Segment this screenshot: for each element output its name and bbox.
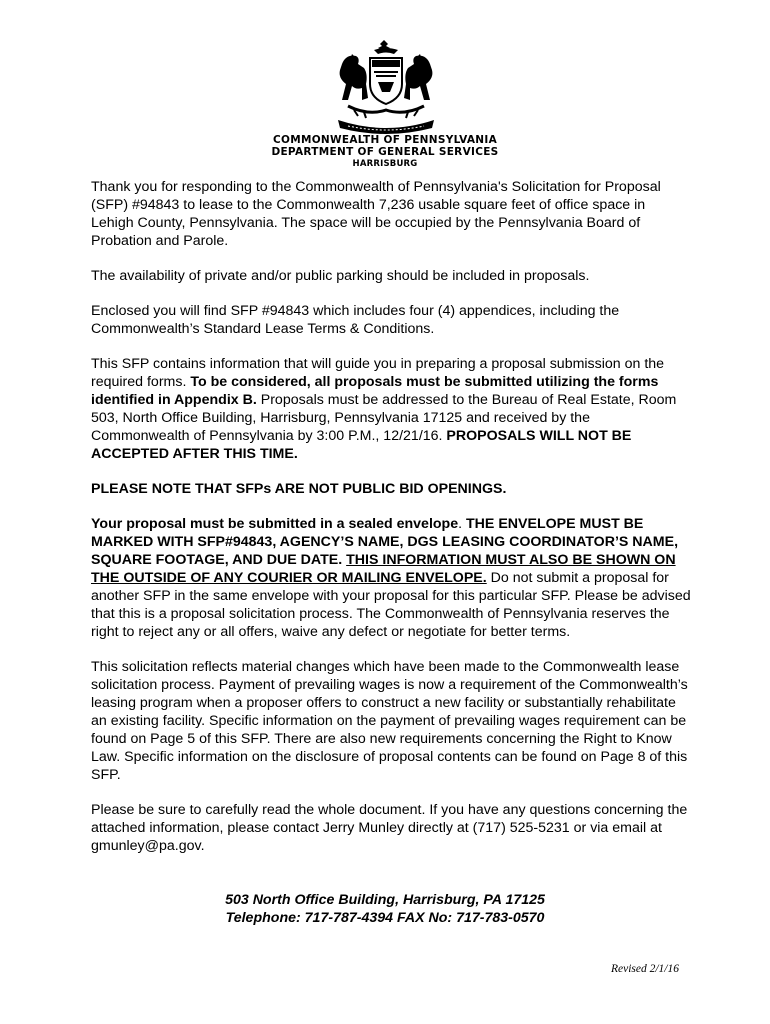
paragraph-enclosed: Enclosed you will find SFP #94843 which includes four (4) appendices, including the Commonwealth’s Standard Lease Terms & Conditions.: [91, 303, 620, 337]
revision-date: Revised 2/1/16: [610, 963, 679, 975]
paragraph-material-changes: This solicitation reflects material changes which have been made to the Commonwealth lease solicitation process. Payment of prevailing wages is now a requirement of the Commonwealth’s leasing program when a proposer offers to construct a new facility or substantially rehabilitate an existing facility. Specific information on the payment of prevailing wages requirement can be found on Page 5 of this SFP. There are also new requirements concerning the Right to Know Law. Specific information on the disclosure of proposal contents can be found on Page 8 of this SFP.: [91, 659, 688, 783]
letterhead-line-department: DEPARTMENT OF GENERAL SERVICES: [271, 146, 499, 158]
paragraph-parking: The availability of private and/or public parking should be included in proposals.: [91, 268, 590, 284]
sealed-envelope-bold: Your proposal must be submitted in a sealed envelope: [91, 516, 459, 532]
envelope-marking-bold: THE ENVELOPE MUST BE MARKED WITH SFP#94843, AGENCY’S NAME, DGS LEASING COORDINATOR’S NAME, SQUARE FOOTAGE, AND DUE DATE.: [91, 516, 679, 568]
sealed-envelope-period: .: [458, 516, 467, 532]
paragraph-envelope: [91, 515, 691, 641]
paragraph-contact: Please be sure to carefully read the whole document. If you have any questions concerning the attached information, please contact Jerry Munley directly at (717) 525-5231 or via email at gmunley@pa.gov.: [91, 802, 688, 854]
paragraph-bid-openings-note: PLEASE NOTE THAT SFPs ARE NOT PUBLIC BID OPENINGS.: [91, 481, 507, 497]
envelope-instructions-text: Do not submit a proposal for another SFP in the same envelope with your proposal for this particular SFP. Please be advised that this is a proposal solicitation process. The Commonwealth of Pennsylvania reserves the right to reject any or all offers, waive any defect or negotiate for better terms.: [91, 570, 691, 640]
courier-envelope-bold-underlined: THIS INFORMATION MUST ALSO BE SHOWN ON THE OUTSIDE OF ANY COURIER OR MAILING ENVELOPE.: [91, 552, 676, 586]
letter-body: [91, 178, 691, 872]
deadline-warning-bold: PROPOSALS WILL NOT BE ACCEPTED AFTER THIS TIME.: [91, 428, 632, 462]
submission-address-text: Proposals must be addressed to the Bureau of Real Estate, Room 503, North Office Building, Harrisburg, Pennsylvania 17125 and received by the Commonwealth of Pennsylvania by 3:00 P.M., 12/21/16.: [91, 392, 677, 444]
submission-requirement-bold: To be considered, all proposals must be submitted utilizing the forms identified in Appendix B.: [91, 374, 659, 408]
letterhead-line-city: HARRISBURG: [352, 159, 418, 169]
submission-text: This SFP contains information that will guide you in preparing a proposal submission on the required forms.: [91, 356, 665, 390]
letter-footer: [0, 891, 770, 927]
paragraph-intro: Thank you for responding to the Commonwealth of Pennsylvania's Solicitation for Proposal (SFP) #94843 to lease to the Commonwealth 7,236 usable square feet of office space in Lehigh County, Pennsylvania. The space will be occupied by the Pennsylvania Board of Probation and Parole.: [91, 179, 661, 249]
footer-address: 503 North Office Building, Harrisburg, PA 17125: [225, 892, 545, 908]
letterhead: [0, 134, 770, 170]
letterhead-line-commonwealth: COMMONWEALTH OF PENNSYLVANIA: [272, 134, 498, 146]
pennsylvania-seal-icon: [328, 40, 444, 138]
footer-phone: Telephone: 717-787-4394 FAX No: 717-783-0570: [225, 910, 545, 926]
paragraph-submission: [91, 355, 691, 463]
